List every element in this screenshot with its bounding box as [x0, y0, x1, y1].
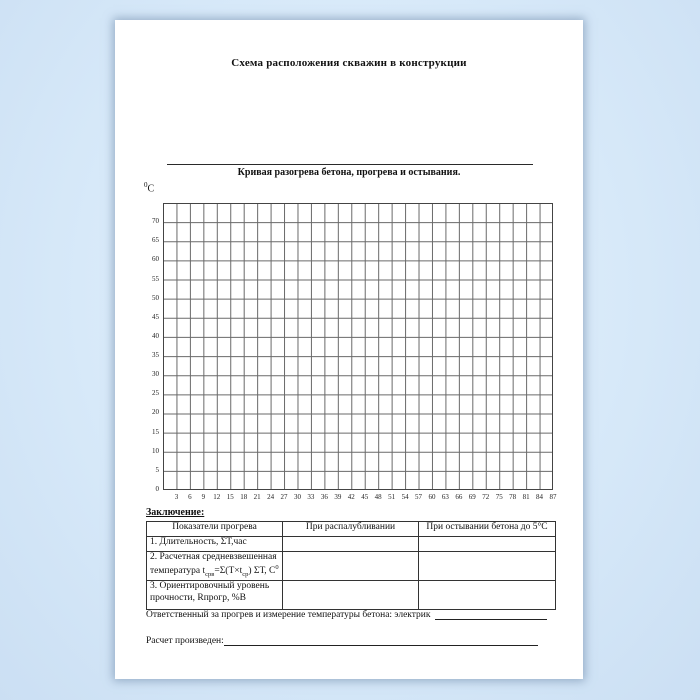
table-row — [147, 537, 556, 552]
conclusion-table-header-row — [147, 522, 556, 537]
y-axis-tick-label: 5 — [155, 465, 159, 474]
x-axis-tick-label: 54 — [401, 493, 409, 501]
x-axis-tick-label: 12 — [213, 493, 221, 501]
signature-blank-line — [435, 609, 547, 620]
x-axis-tick-label: 15 — [226, 493, 234, 501]
calculation-label: Расчет произведен: — [146, 636, 224, 646]
page-title: Схема расположения скважин в конструкции — [231, 57, 467, 69]
x-axis-tick-label: 39 — [334, 493, 342, 501]
indicator-cell: 3. Ориентировочный уровень прочности, Rпрогр, %В — [147, 581, 283, 610]
x-axis-tick-label: 57 — [415, 493, 423, 501]
temperature-grid — [152, 203, 557, 501]
conclusion-heading: Заключение: — [146, 507, 205, 518]
calculation-line — [146, 635, 538, 646]
x-axis-tick-label: 27 — [280, 493, 288, 501]
schema-underline-rule — [167, 164, 533, 165]
x-axis-tick-label: 78 — [509, 493, 517, 501]
x-axis-tick-label: 3 — [174, 493, 179, 501]
value-cell — [419, 581, 556, 610]
y-axis-tick-label: 55 — [152, 274, 159, 283]
x-axis-tick-label: 9 — [201, 493, 206, 501]
y-axis-tick-label: 10 — [152, 446, 159, 455]
table-row — [147, 581, 556, 610]
table-row — [147, 552, 556, 581]
value-cell — [419, 552, 556, 581]
x-axis-tick-label: 60 — [428, 493, 436, 501]
y-axis-unit-label — [144, 181, 154, 194]
col-header-cooling: При остывании бетона до 5°С — [419, 522, 556, 537]
document-page — [115, 20, 583, 679]
x-axis-tick-label: 72 — [482, 493, 490, 501]
x-axis-tick-label: 81 — [522, 493, 530, 501]
y-axis-tick-label: 45 — [152, 312, 159, 321]
y-axis-unit-sup: 0 — [144, 181, 148, 189]
y-axis-tick-label: 35 — [152, 351, 159, 360]
x-axis-tick-label: 69 — [468, 493, 476, 501]
y-axis-tick-label: 40 — [152, 331, 159, 340]
y-axis-tick-label: 60 — [152, 255, 159, 264]
value-cell — [283, 537, 419, 552]
x-axis-tick-label: 51 — [388, 493, 396, 501]
x-axis-tick-label: 87 — [549, 493, 557, 501]
x-axis-tick-label: 45 — [361, 493, 369, 501]
x-axis-tick-label: 21 — [253, 493, 261, 501]
responsible-label: Ответственный за прогрев и измерение температуры бетона: электрик — [146, 610, 431, 620]
x-axis-tick-label: 18 — [240, 493, 248, 501]
conclusion-table — [146, 521, 556, 610]
calculation-blank-line — [224, 635, 538, 646]
conclusion-table-body — [147, 537, 556, 610]
y-axis-tick-label: 70 — [152, 217, 159, 226]
y-axis-tick-label: 20 — [152, 408, 159, 417]
col-header-indicators: Показатели прогрева — [147, 522, 283, 537]
x-axis-tick-label: 63 — [441, 493, 449, 501]
value-cell — [419, 537, 556, 552]
y-axis-tick-label: 0 — [155, 485, 159, 493]
col-header-formwork-removal: При распалубливании — [283, 522, 419, 537]
x-axis-tick-label: 48 — [374, 493, 382, 501]
value-cell — [283, 552, 419, 581]
responsible-line — [146, 609, 547, 620]
y-axis-tick-label: 65 — [152, 236, 159, 245]
x-axis-tick-label: 84 — [536, 493, 544, 501]
x-axis-tick-label: 42 — [347, 493, 355, 501]
x-axis-tick-label: 30 — [293, 493, 301, 501]
x-axis-tick-label: 24 — [267, 493, 275, 501]
x-axis-tick-label: 75 — [495, 493, 503, 501]
grid-lines — [163, 203, 553, 490]
indicator-cell: 1. Длительность, ΣТ,час — [147, 537, 283, 552]
chart-caption: Кривая разогрева бетона, прогрева и остывания. — [237, 167, 461, 178]
y-axis-tick-label: 15 — [152, 427, 159, 436]
x-axis-tick-label: 66 — [455, 493, 463, 501]
x-axis-tick-label: 36 — [320, 493, 328, 501]
y-axis-tick-label: 30 — [152, 370, 159, 379]
x-axis-tick-label: 33 — [307, 493, 315, 501]
y-axis-tick-label: 50 — [152, 293, 159, 302]
indicator-cell: 2. Расчетная средневзвешенная температура $t_{срв}=\Sigma(Т\times t_{ср})$ ΣТ, $С^0$ — [147, 552, 283, 581]
y-axis-unit-base: С — [147, 183, 155, 195]
x-axis-tick-label: 6 — [188, 493, 192, 501]
value-cell — [283, 581, 419, 610]
y-axis-tick-label: 25 — [152, 389, 159, 398]
